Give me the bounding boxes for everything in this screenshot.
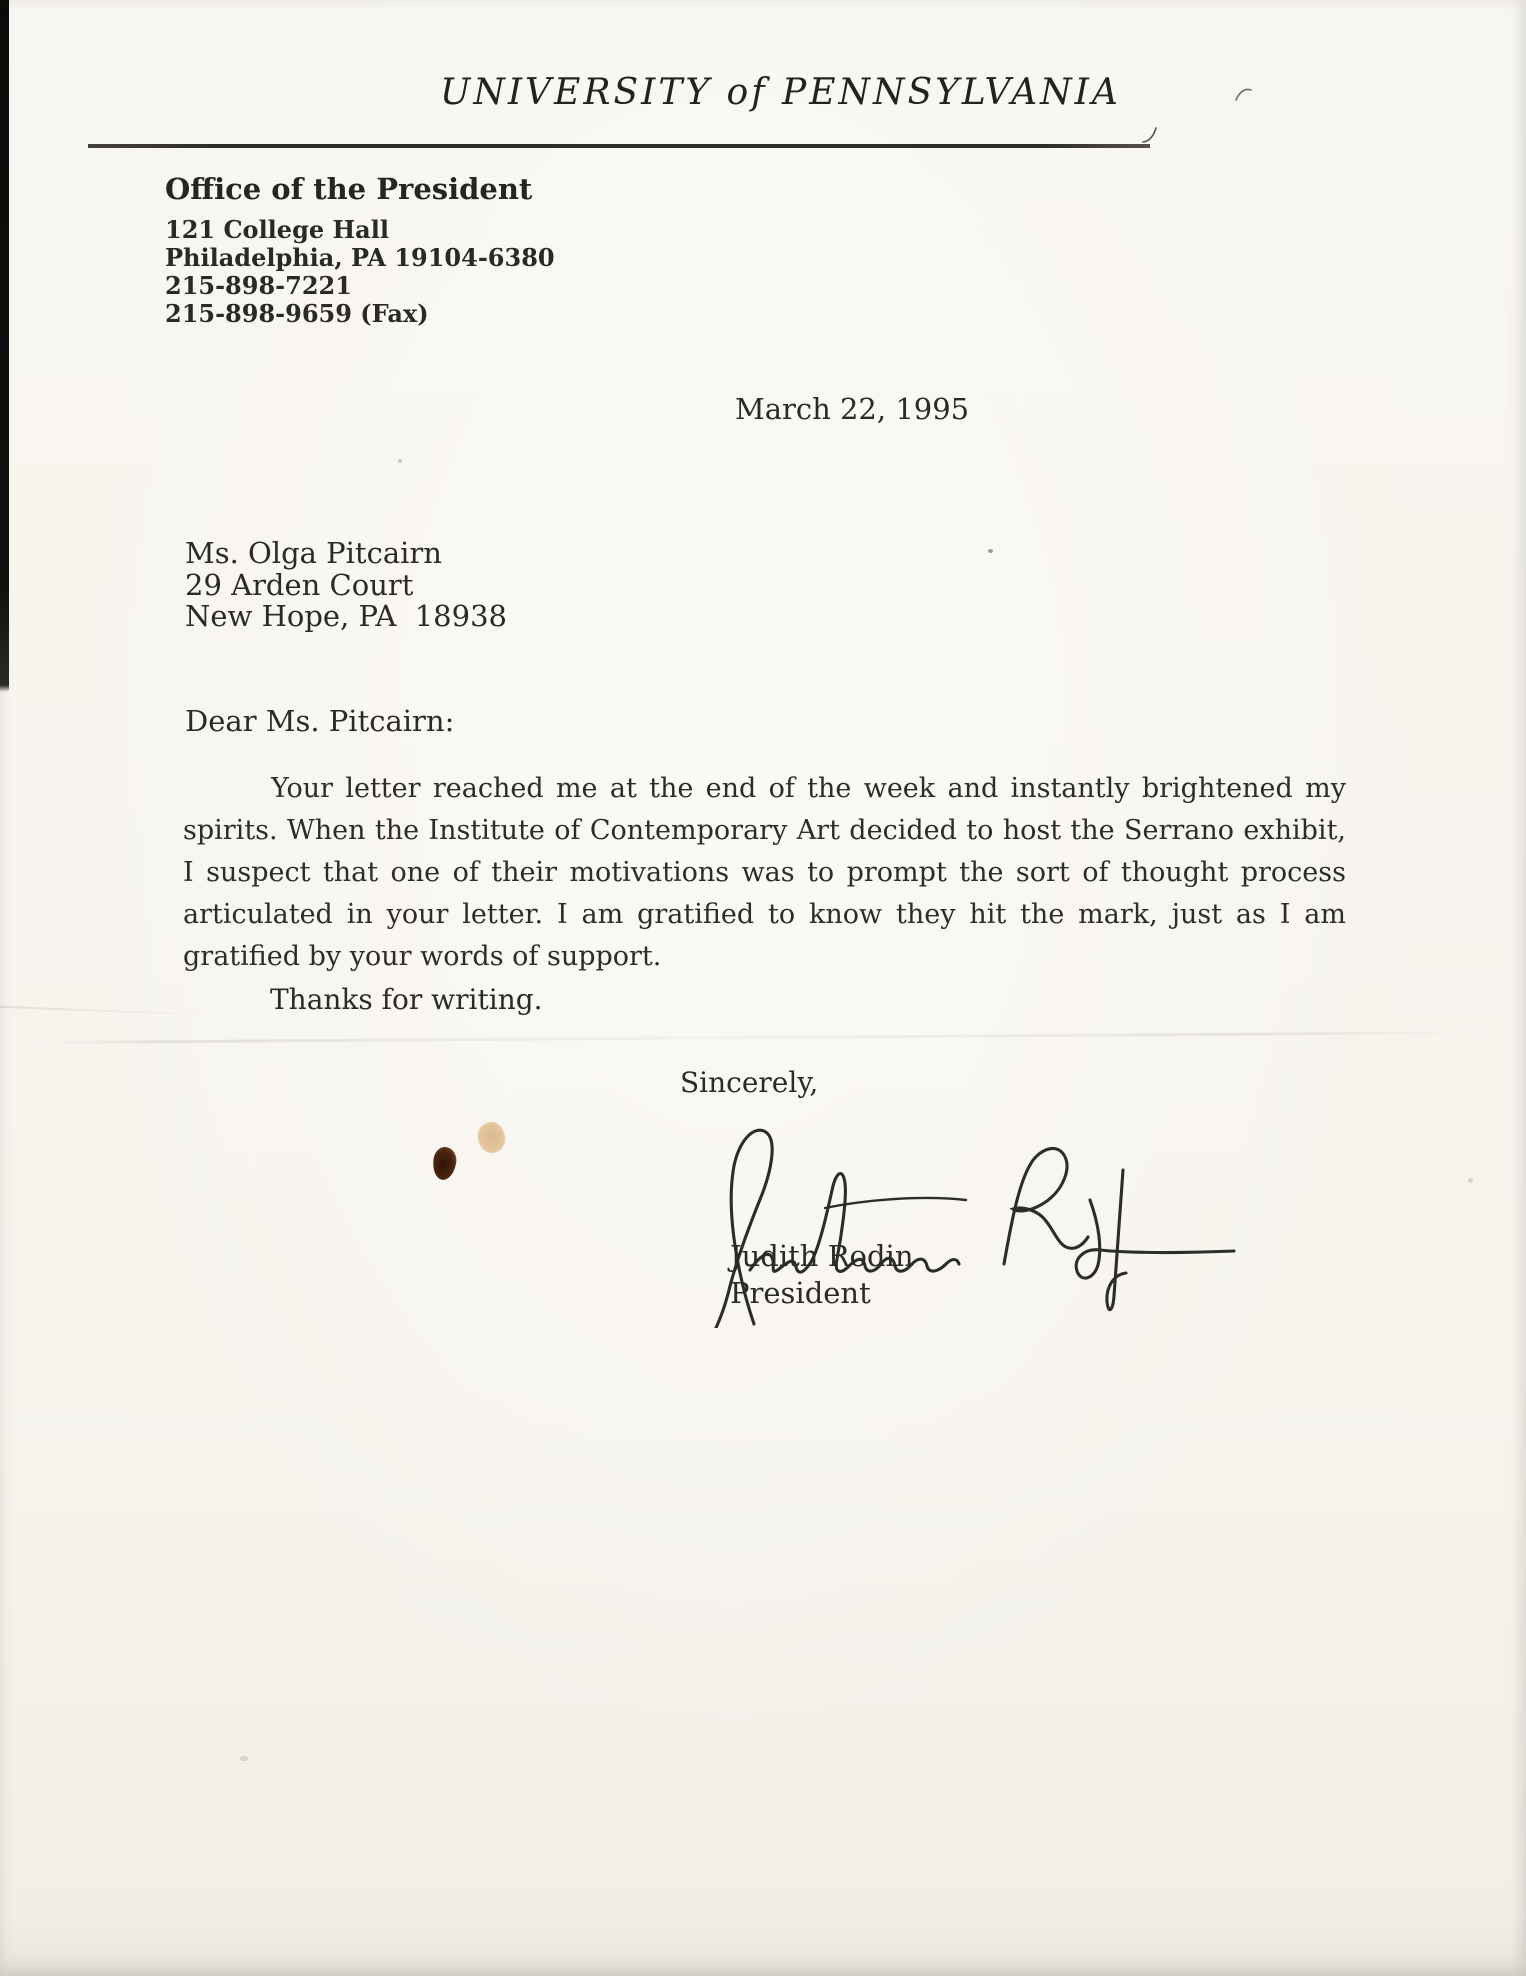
- body-text-line: articulated in your letter. I am gratified to know they hit the mark, just as I am: [183, 899, 1346, 930]
- recipient-name: Ms. Olga Pitcairn: [185, 536, 442, 570]
- letterhead-office-title: Office of the President: [165, 172, 533, 206]
- scanner-edge-artifact: [0, 0, 9, 692]
- recipient-city-state-zip: New Hope, PA 18938: [185, 599, 507, 633]
- paper-fold-crease-left: [0, 1006, 220, 1016]
- signer-title: President: [730, 1276, 871, 1310]
- handwritten-signature: [620, 1078, 1240, 1328]
- paper-fold-crease: [40, 1031, 1486, 1044]
- paper-speck: [398, 459, 402, 463]
- letterhead-address-line1: 121 College Hall: [165, 215, 389, 244]
- letterhead-university-name: UNIVERSITY of PENNSYLVANIA: [440, 72, 1121, 113]
- letterhead-address-line2: Philadelphia, PA 19104-6380: [165, 243, 555, 272]
- signer-name: Judith Rodin: [730, 1239, 914, 1273]
- letterhead-phone: 215-898-7221: [165, 271, 352, 300]
- recipient-address-block: [185, 538, 507, 633]
- valediction: Sincerely,: [680, 1066, 819, 1099]
- paper-speck: [1468, 1178, 1473, 1183]
- letter-body-paragraph: [183, 768, 1346, 978]
- body-text-line: I suspect that one of their motivations was to prompt the sort of thought process: [183, 857, 1346, 888]
- body-text-line: spirits. When the Institute of Contemporary Art decided to host the Serrano exhibit,: [183, 815, 1346, 846]
- salutation: Dear Ms. Pitcairn:: [185, 704, 455, 738]
- recipient-street: 29 Arden Court: [185, 567, 414, 602]
- letterhead-fax: 215-898-9659 (Fax): [165, 299, 429, 328]
- letterhead-address-block: [165, 216, 555, 328]
- paper-speck: [988, 549, 993, 553]
- paper-speck: [240, 1756, 248, 1761]
- letterhead-rule: [88, 144, 1150, 148]
- letter-date: March 22, 1995: [735, 392, 970, 426]
- pen-tick-mark: [1233, 84, 1253, 104]
- stain-dark-spot: [431, 1146, 458, 1182]
- signature-block: [730, 1238, 914, 1312]
- letter-closing-sentence: Thanks for writing.: [270, 983, 543, 1016]
- body-text-line: Your letter reached me at the end of the week and instantly brightened my: [271, 773, 1346, 804]
- stain-light-spot: [475, 1120, 508, 1156]
- body-text-line: gratified by your words of support.: [183, 941, 662, 972]
